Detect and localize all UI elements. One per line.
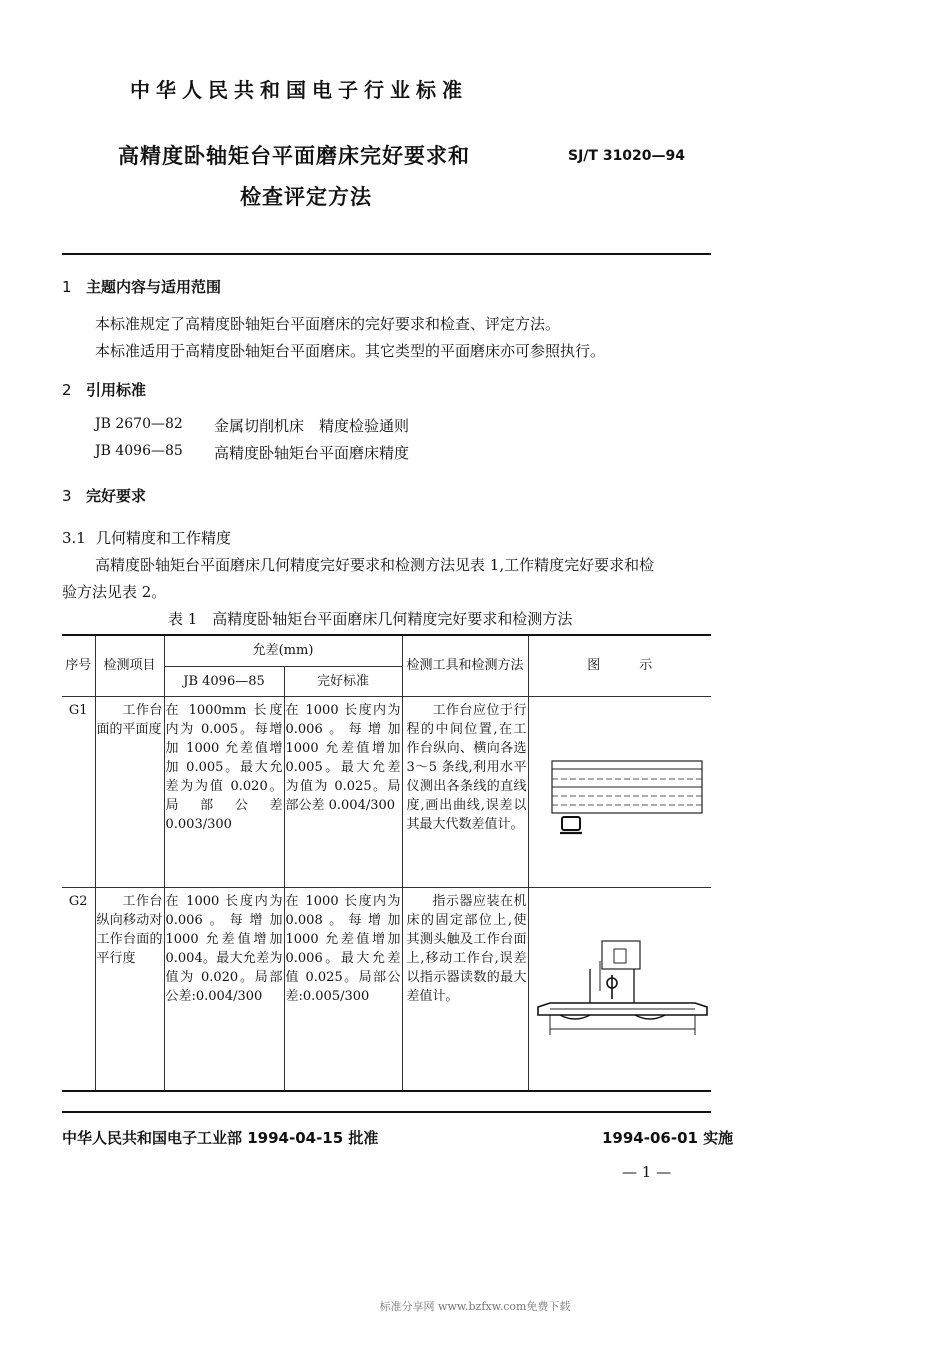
section-3-number: 3 — [62, 487, 72, 505]
ref-1-name: 金属切削机床 精度检验通则 — [214, 417, 410, 435]
row-2-jb: 在 1000 长度内为 0.006。每增加 1000 允差值增加 0.004。最大允差为值为 0.020。局部公差:0.004/300 — [164, 887, 284, 1091]
subsection-3-1-para-2: 验方法见表 2。 — [62, 583, 167, 601]
parallelism-diagram — [530, 891, 712, 1081]
subsection-3-1-title: 几何精度和工作精度 — [96, 529, 232, 547]
row-1-figure — [528, 696, 711, 887]
effective-date: 1994-06-01 实施 — [602, 1129, 734, 1147]
row-1-no: G1 — [62, 696, 95, 887]
org-title: 中华人民共和国电子行业标准 — [130, 78, 468, 102]
section-1-number: 1 — [62, 278, 72, 296]
worktable-icon — [538, 1003, 707, 1035]
ref-1-code: JB 2670—82 — [95, 416, 183, 432]
section-1-para-2: 本标准适用于高精度卧轴矩台平面磨床。其它类型的平面磨床亦可参照执行。 — [95, 342, 606, 360]
section-2-number: 2 — [62, 381, 72, 399]
subsection-3-1-para-1: 高精度卧轴矩台平面磨床几何精度完好要求和检测方法见表 1,工作精度完好要求和检 — [95, 556, 655, 574]
section-2-heading — [62, 379, 146, 400]
header-figure: 图 示 — [528, 635, 711, 696]
subsection-3-1-number: 3.1 — [62, 529, 86, 547]
doc-title-line2: 检查评定方法 — [240, 185, 372, 209]
section-3-heading — [62, 485, 146, 506]
header-good: 完好标准 — [284, 666, 402, 696]
header-method: 检测工具和检测方法 — [402, 635, 528, 696]
approval-text: 中华人民共和国电子工业部 1994-04-15 批准 — [62, 1129, 379, 1147]
row-2-no: G2 — [62, 887, 95, 1091]
row-2-figure — [528, 887, 711, 1091]
table-row — [62, 696, 711, 887]
row-2-method: 指示器应装在机床的固定部位上,使其测头触及工作台面上,移动工作台,误差以指示器读数的最大差值计。 — [402, 887, 528, 1091]
section-2-title: 引用标准 — [86, 381, 147, 399]
row-2-item: 工作台纵向移动对工作台面的平行度 — [95, 887, 164, 1091]
subsection-3-1-heading — [62, 527, 231, 548]
section-1-para-1: 本标准规定了高精度卧轴矩台平面磨床的完好要求和检查、评定方法。 — [95, 315, 561, 333]
header-no: 序号 — [62, 635, 95, 696]
standard-code: SJ/T 31020—94 — [568, 148, 686, 164]
table-1 — [62, 634, 711, 1092]
flatness-diagram — [530, 699, 712, 879]
header-item: 检测项目 — [95, 635, 164, 696]
header-tolerance: 允差(mm) — [164, 635, 402, 666]
watermark: 标准分享网 www.bzfxw.com免费下载 — [379, 1300, 571, 1313]
section-1-heading — [62, 276, 221, 297]
row-1-jb: 在 1000mm 长度内为 0.005。每增加 1000 允差值增加 0.005。最大允差为为值 0.020。局部公差 0.003/300 — [164, 696, 284, 887]
ref-2-code: JB 4096—85 — [95, 443, 183, 459]
section-1-title: 主题内容与适用范围 — [86, 278, 222, 296]
doc-title-line1: 高精度卧轴矩台平面磨床完好要求和 — [118, 144, 470, 168]
row-1-good: 在 1000 长度内为 0.006。每增加 1000 允差值增加 0.005。最大允差为值为 0.025。局部公差 0.004/300 — [284, 696, 402, 887]
table-row — [62, 887, 711, 1091]
page-number: — 1 — — [622, 1163, 672, 1181]
level-icon — [560, 817, 582, 833]
table-1-caption: 表 1 高精度卧轴矩台平面磨床几何精度完好要求和检测方法 — [168, 610, 573, 628]
row-2-good: 在 1000 长度内为 0.008。每增加 1000 允差值增加 0.006。最大允差值 0.025。局部公差:0.005/300 — [284, 887, 402, 1091]
ref-2-name: 高精度卧轴矩台平面磨床精度 — [214, 444, 410, 462]
section-3-title: 完好要求 — [86, 487, 147, 505]
header-rule — [62, 253, 711, 255]
indicator-stand-icon — [590, 941, 640, 1003]
row-1-item: 工作台面的平面度 — [95, 696, 164, 887]
footer-rule — [62, 1111, 711, 1113]
header-jb: JB 4096—85 — [164, 666, 284, 696]
row-1-method: 工作台应位于行程的中间位置,在工作台纵向、横向各选 3～5 条线,利用水平仪测出各条线的直线度,画出曲线,误差以其最大代数差值计。 — [402, 696, 528, 887]
